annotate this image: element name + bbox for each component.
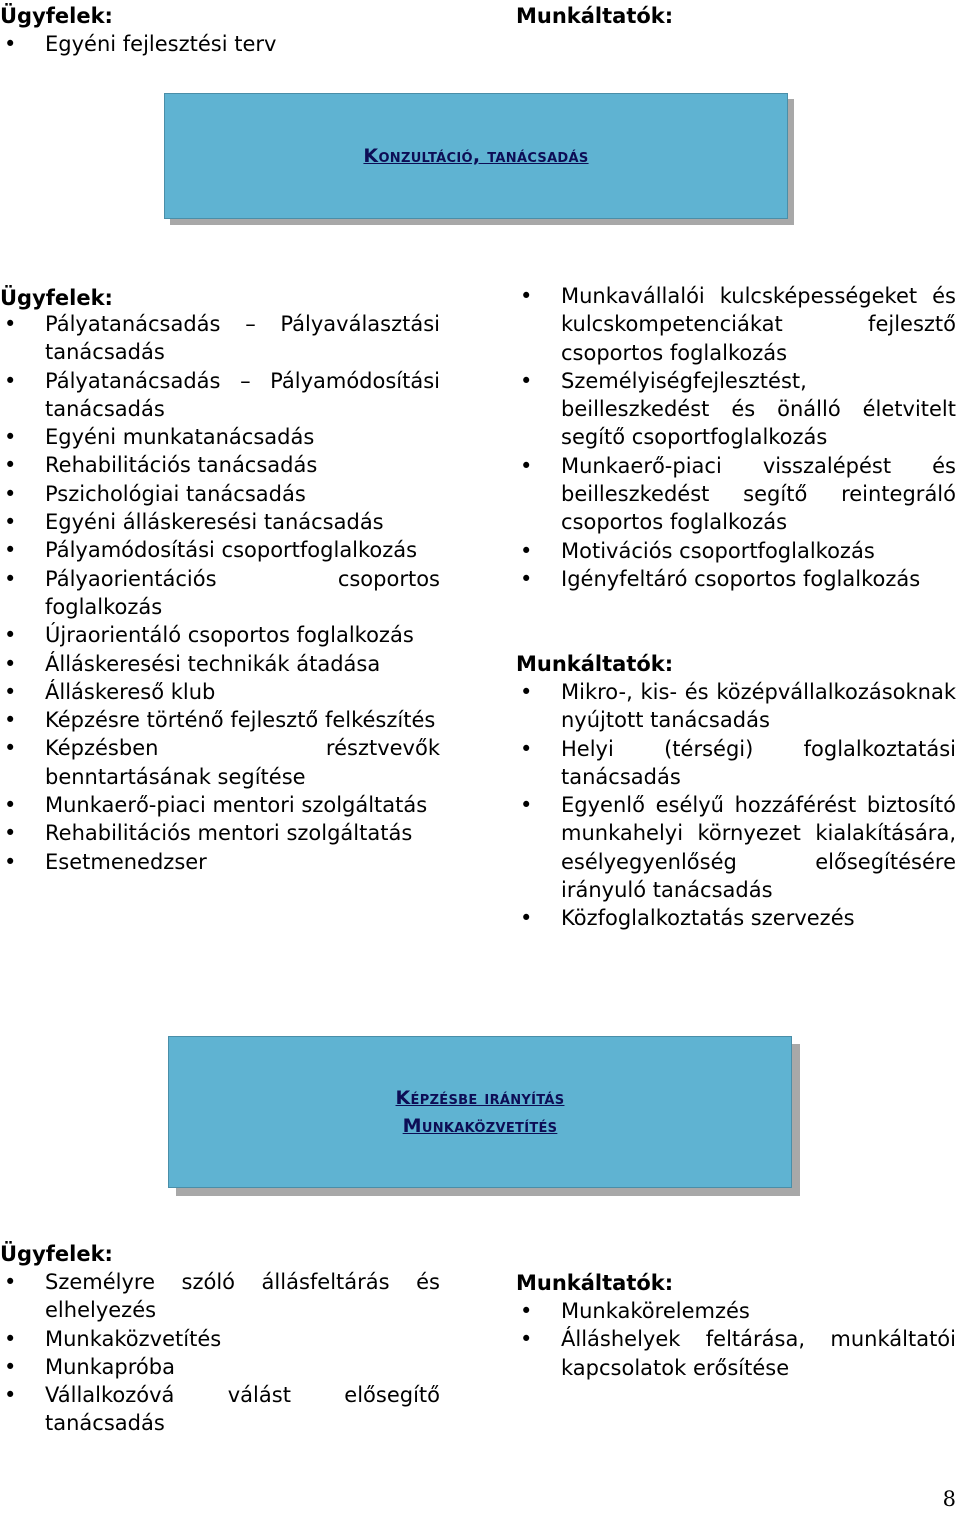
bullet-icon: • bbox=[520, 736, 533, 761]
bullet-icon: • bbox=[520, 680, 533, 704]
list-item: • Álláskeresési technikák átadása bbox=[0, 650, 440, 678]
bullet-icon: • bbox=[4, 481, 17, 506]
list-item: • Munkapróba bbox=[0, 1353, 440, 1381]
training-placement-box bbox=[168, 1036, 792, 1188]
bullet-icon: • bbox=[520, 368, 533, 393]
list-item: • Közfoglalkoztatás szervezés bbox=[516, 904, 956, 932]
list-item: • Személyre szóló állásfeltárás és elhelyezés bbox=[4, 1270, 440, 1323]
bullet-icon: • bbox=[520, 284, 533, 308]
bullet-icon: • bbox=[4, 708, 17, 733]
bullet-icon: • bbox=[520, 1299, 533, 1323]
list-item: • Képzésben résztvevők benntartásának segítése bbox=[4, 736, 440, 789]
s1-clients-list bbox=[0, 30, 440, 58]
bullet-icon: • bbox=[4, 566, 17, 591]
s2-employers-heading: Munkáltatók: bbox=[516, 652, 674, 676]
bullet-icon: • bbox=[4, 1326, 17, 1351]
bullet-icon: • bbox=[4, 312, 17, 336]
bullet-icon: • bbox=[4, 1270, 17, 1294]
list-item: • Rehabilitációs tanácsadás bbox=[0, 451, 440, 479]
bullet-icon: • bbox=[520, 793, 533, 818]
bullet-icon: • bbox=[4, 651, 17, 676]
bullet-icon: • bbox=[4, 538, 17, 563]
s3-clients-list bbox=[0, 1268, 440, 1438]
consultation-title: Konzultáció, tanácsadás bbox=[363, 145, 589, 167]
consultation-box bbox=[164, 93, 788, 219]
s1-clients-heading: Ügyfelek: bbox=[0, 4, 113, 28]
list-item: • Pályaorientációs csoportos foglalkozás bbox=[4, 566, 440, 619]
list-item: • Esetmenedzser bbox=[0, 848, 440, 876]
bullet-icon: • bbox=[4, 368, 17, 393]
s2-employers-list bbox=[516, 678, 956, 933]
s3-employers-list bbox=[516, 1297, 956, 1382]
list-item: • Pályatanácsadás – Pályamódosítási tanácsadás bbox=[4, 368, 440, 421]
s3-employers-heading: Munkáltatók: bbox=[516, 1271, 674, 1295]
list-item: • Pályatanácsadás – Pályaválasztási tanácsadás bbox=[4, 312, 440, 365]
list-item: • Rehabilitációs mentori szolgáltatás bbox=[0, 819, 440, 847]
list-item: • Munkavállalói kulcsképességeket és kulcskompetenciákat fejlesztő csoportos foglalkozás bbox=[520, 284, 956, 365]
list-item: • Álláskereső klub bbox=[0, 678, 440, 706]
s2-groups-list bbox=[516, 282, 956, 593]
bullet-icon: • bbox=[4, 453, 17, 478]
bullet-icon: • bbox=[4, 793, 17, 818]
list-item: • Helyi (térségi) foglalkoztatási tanácsadás bbox=[520, 736, 956, 789]
list-item: • Munkaközvetítés bbox=[0, 1325, 440, 1353]
job-placement-title: Munkaközvetítés bbox=[402, 1115, 558, 1137]
list-item: • Pályamódosítási csoportfoglalkozás bbox=[0, 536, 440, 564]
bullet-icon: • bbox=[4, 849, 17, 874]
bullet-icon: • bbox=[4, 623, 17, 648]
s2-clients-heading: Ügyfelek: bbox=[0, 286, 113, 310]
list-item: • Egyenlő esélyű hozzáférést biztosító munkahelyi környezet kialakítására, esélyegyenlőség elősegítésére irányuló tanácsadás bbox=[520, 793, 956, 903]
list-item: • Egyéni munkatanácsadás bbox=[0, 423, 440, 451]
bullet-icon: • bbox=[520, 1327, 533, 1352]
bullet-icon: • bbox=[4, 736, 17, 761]
list-item: • Igényfeltáró csoportos foglalkozás bbox=[516, 565, 956, 593]
s2-clients-list bbox=[0, 310, 440, 876]
list-item: • Munkakörelemzés bbox=[516, 1297, 956, 1325]
list-item: • Mikro-, kis- és középvállalkozásoknak nyújtott tanácsadás bbox=[520, 680, 956, 733]
list-item: • Munkaerő-piaci mentori szolgáltatás bbox=[0, 791, 440, 819]
list-item: • Személyiségfejlesztést, beilleszkedést és önálló életvitelt segítő csoportfoglalkozás bbox=[520, 368, 956, 450]
list-item: • Pszichológiai tanácsadás bbox=[0, 480, 440, 508]
bullet-icon: • bbox=[520, 538, 533, 563]
bullet-icon: • bbox=[4, 32, 17, 56]
s3-clients-heading: Ügyfelek: bbox=[0, 1242, 113, 1266]
bullet-icon: • bbox=[520, 566, 533, 591]
bullet-icon: • bbox=[4, 821, 17, 846]
list-item: • Vállalkozóvá válást elősegítő tanácsadás bbox=[4, 1383, 440, 1436]
bullet-icon: • bbox=[4, 425, 17, 450]
list-item: • Munkaerő-piaci visszalépést és beilleszkedést segítő reintegráló csoportos foglalkozás bbox=[520, 453, 956, 535]
bullet-icon: • bbox=[4, 1383, 17, 1408]
list-item: • Egyéni álláskeresési tanácsadás bbox=[0, 508, 440, 536]
training-referral-title: Képzésbe irányítás bbox=[395, 1087, 565, 1109]
bullet-icon: • bbox=[4, 510, 17, 535]
list-item: • Képzésre történő fejlesztő felkészítés bbox=[0, 706, 440, 734]
list-item: • Álláshelyek feltárása, munkáltatói kapcsolatok erősítése bbox=[520, 1327, 956, 1380]
bullet-icon: • bbox=[520, 906, 533, 931]
s1-employers-heading: Munkáltatók: bbox=[516, 4, 674, 28]
list-item: • Egyéni fejlesztési terv bbox=[0, 30, 440, 58]
list-item: • Újraorientáló csoportos foglalkozás bbox=[0, 621, 440, 649]
page-number: 8 bbox=[942, 1486, 956, 1511]
bullet-icon: • bbox=[4, 679, 17, 704]
list-item: • Motivációs csoportfoglalkozás bbox=[516, 537, 956, 565]
bullet-icon: • bbox=[4, 1354, 17, 1379]
bullet-icon: • bbox=[520, 453, 533, 478]
